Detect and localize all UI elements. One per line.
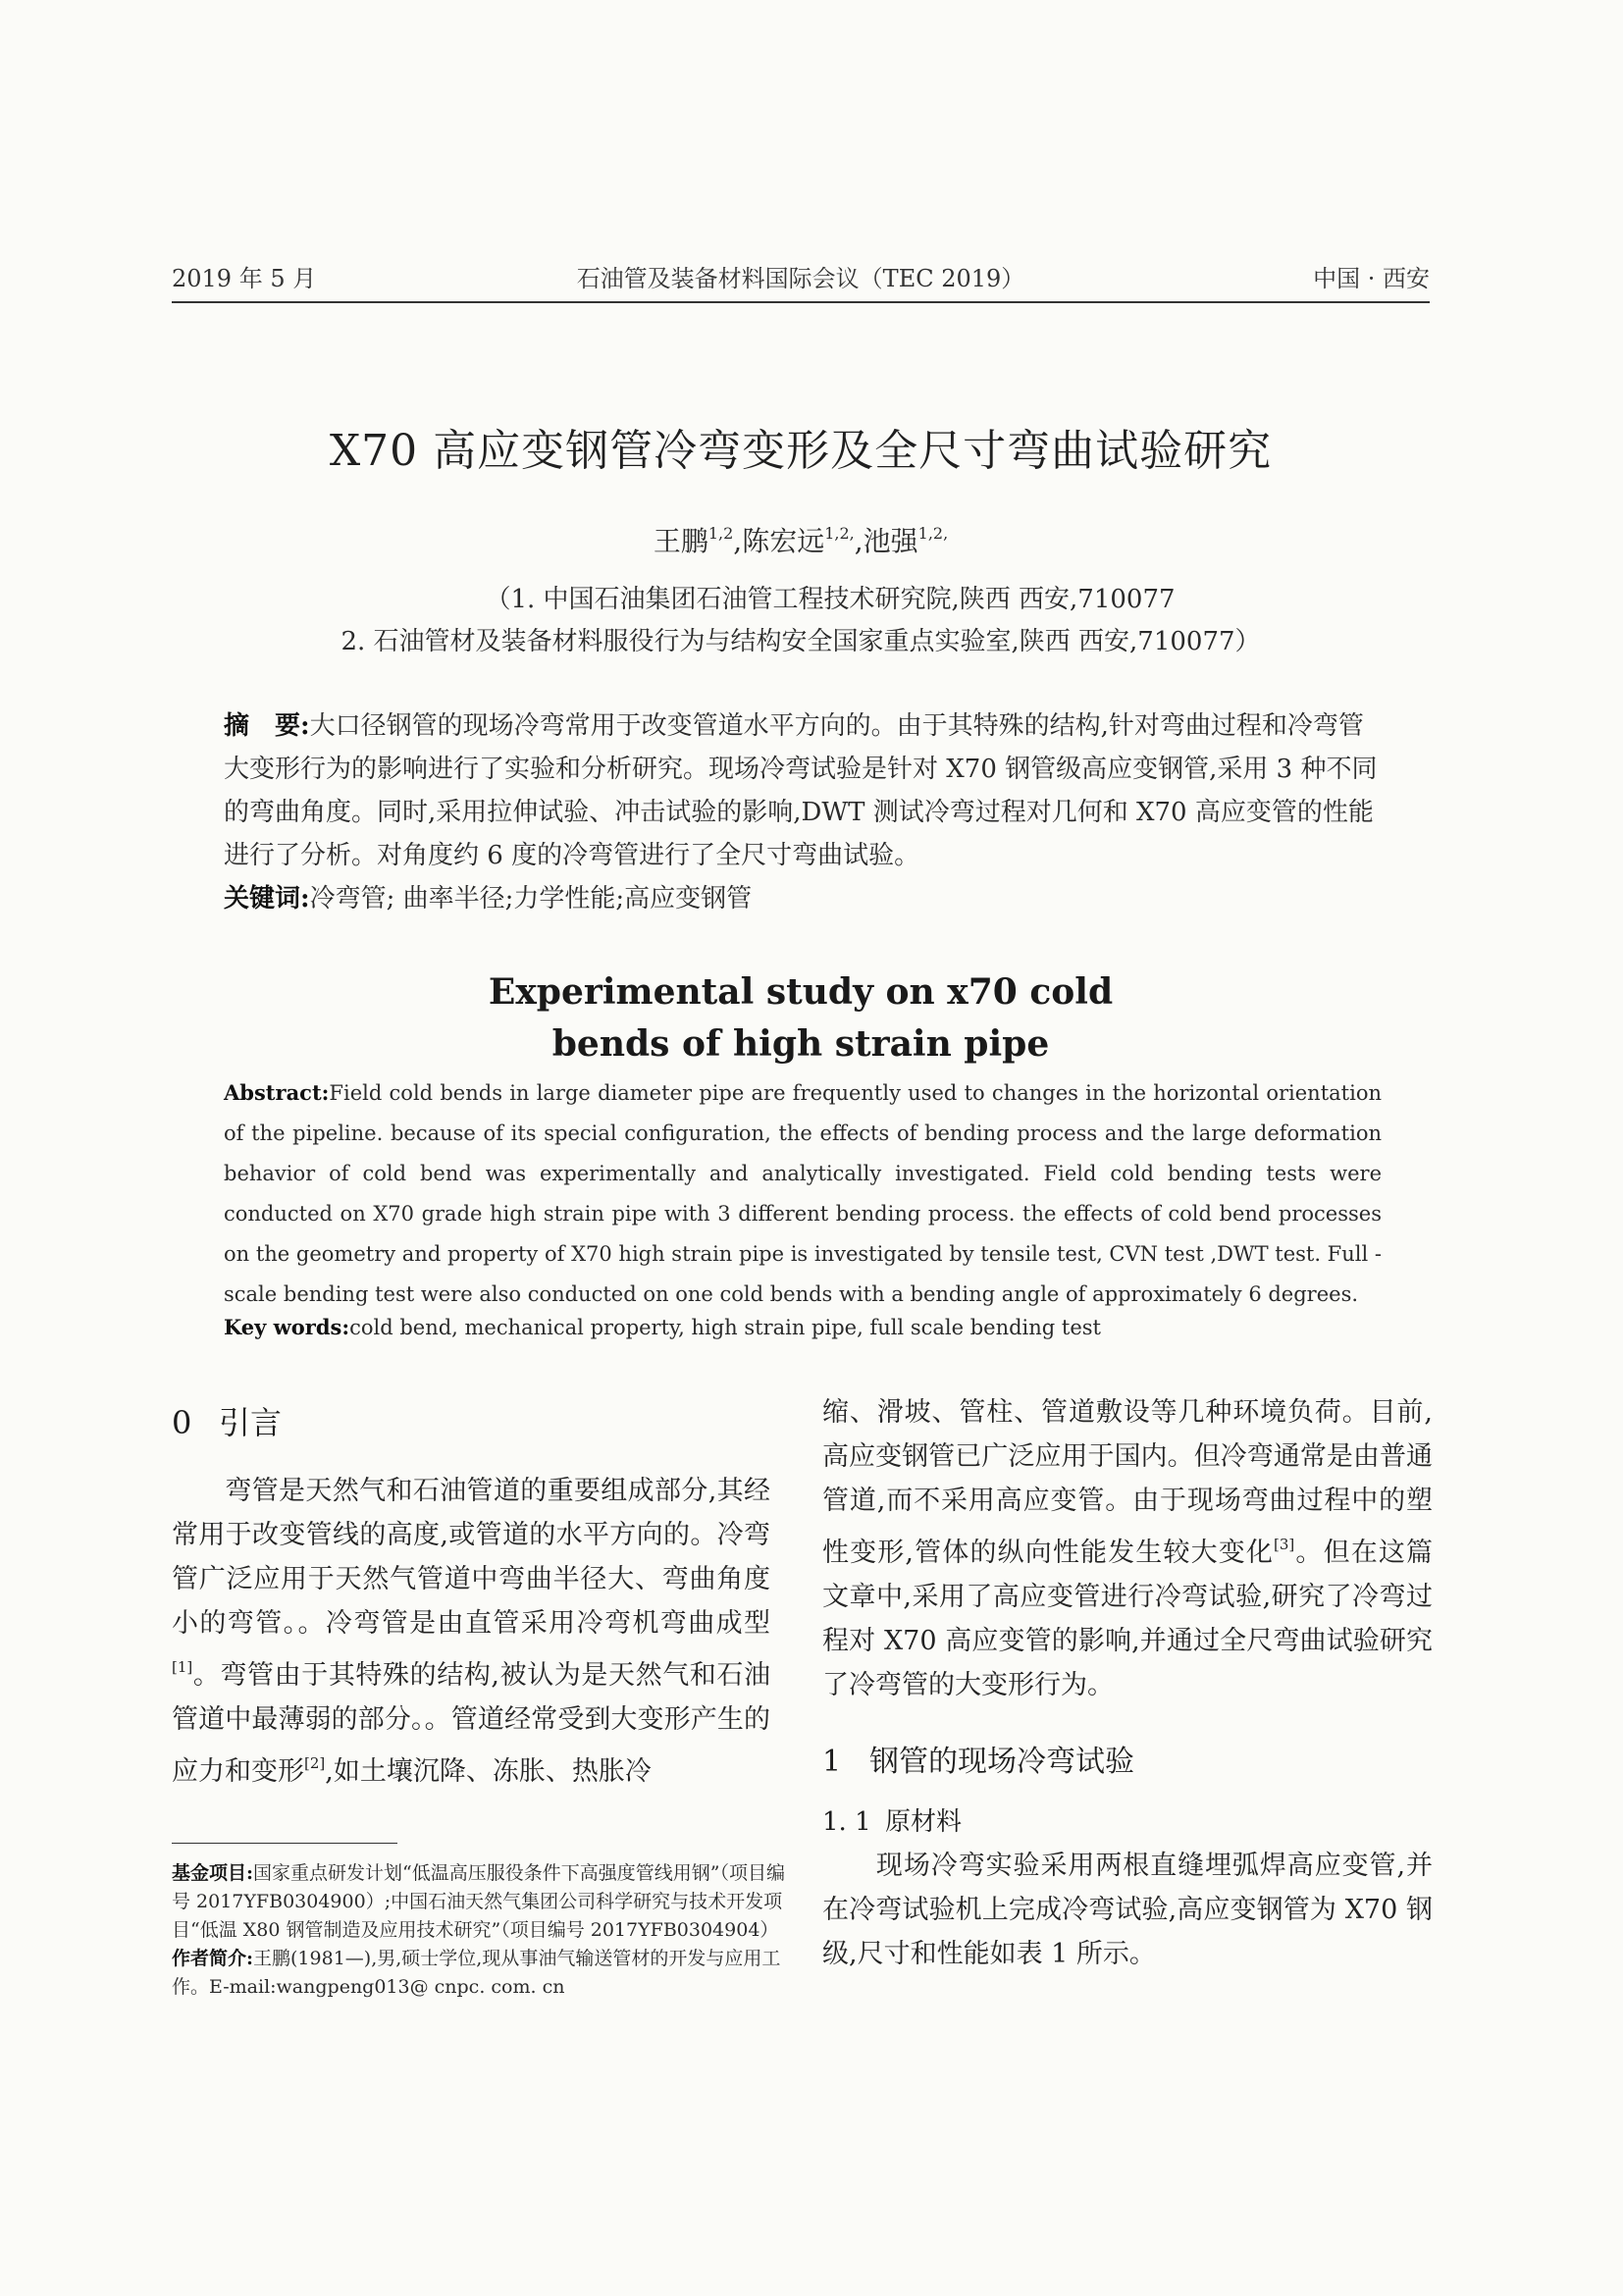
keywords-cn-label: 关键词: xyxy=(224,884,310,913)
abstract-cn xyxy=(224,704,1382,877)
paper-title-en-line1: Experimental study on x70 cold xyxy=(488,971,1114,1013)
footnote-divider xyxy=(172,1843,397,1844)
header-divider xyxy=(172,301,1430,303)
section-heading-introduction xyxy=(172,1398,770,1443)
affiliation-2: 2. 石油管材及装备材料服役行为与结构安全国家重点实验室,陕西 西安,710077） xyxy=(340,627,1261,656)
paragraph-text: 。弯管由于其特殊的结构,被认为是天然气和石油管道中最薄弱的部分。。管道经常受到大变形产生的应力和变形 xyxy=(172,1660,770,1787)
paragraph-text: 缩、滑坡、管柱、管道敷设等几种环境负荷。目前,高应变钢管已广泛应用于国内。但冷弯通常是由普通管道,而不采用高应变管。由于现场弯曲过程中的塑性变形,管体的纵向性能发生较大变化 xyxy=(822,1397,1433,1568)
author-affil-mark: 1,2 xyxy=(707,524,734,543)
funding-note xyxy=(172,1859,785,1945)
author-affil-mark: 1,2, xyxy=(824,524,855,543)
citation-ref: [2] xyxy=(304,1754,326,1772)
paper-title-en-line2: bends of high strain pipe xyxy=(551,1023,1050,1065)
section-number: 1 xyxy=(822,1745,842,1779)
paragraph-text: ,如土壤沉降、冻胀、热胀冷 xyxy=(325,1756,652,1787)
author-list xyxy=(172,520,1430,559)
citation-ref: [3] xyxy=(1274,1536,1295,1553)
author-bio-text: 王鹏(1981—),男,硕士学位,现从事油气输送管材的开发与应用工作。E-mail:wangpeng013@ cnpc. com. cn xyxy=(172,1948,781,1998)
abstract-cn-label: 摘 要: xyxy=(224,711,310,741)
abstract-en xyxy=(224,1072,1382,1315)
keywords-en-text: cold bend, mechanical property, high strain pipe, full scale bending test xyxy=(349,1316,1101,1339)
author-name: 王鹏 xyxy=(653,525,708,557)
paragraph-text: 。但在这篇文章中,采用了高应变管进行冷弯试验,研究了冷弯过程对 X70 高应变管的影响,并通过全尺弯曲试验研究了冷弯管的大变形行为。 xyxy=(822,1538,1433,1700)
author-bio-label: 作者简介: xyxy=(172,1948,254,1969)
running-header xyxy=(172,259,1430,294)
author-affil-mark: 1,2, xyxy=(917,524,949,543)
funding-label: 基金项目: xyxy=(172,1862,254,1884)
keywords-cn-text: 冷弯管; 曲率半径;力学性能;高应变钢管 xyxy=(309,884,753,913)
section-title: 引言 xyxy=(219,1404,283,1441)
subsection-heading-1-1 xyxy=(822,1801,1433,1838)
header-conference: 石油管及装备材料国际会议（TEC 2019） xyxy=(576,265,1025,292)
body-column-right xyxy=(822,1390,1433,1976)
citation-ref: [1] xyxy=(172,1658,193,1676)
affiliation-1: （1. 中国石油集团石油管工程技术研究院,陕西 西安,710077 xyxy=(485,585,1176,614)
keywords-en xyxy=(224,1315,1382,1339)
header-date: 2019 年 5 月 xyxy=(172,265,317,292)
introduction-paragraph xyxy=(172,1469,770,1794)
abstract-en-text: Field cold bends in large diameter pipe are frequently used to changes in the horizontal orientation of the pipeline. because of its special configuration, the effects of bending process and the large deformation behavior of cold bend was experimentally and analytically investigated. Field cold bending tests were conducted on X70 grade high strain pipe with 3 different bending process. the effects of cold bend processes on the geometry and property of X70 high strain pipe is investigated by tensile test, CVN test ,DWT test. Full - scale bending test were also conducted on one cold bends with a bending angle of approximately 6 degrees. xyxy=(224,1081,1382,1306)
body-column-left xyxy=(172,1398,770,1794)
keywords-cn xyxy=(224,878,1382,914)
subsection-number: 1. 1 xyxy=(822,1807,871,1837)
paper-title-en xyxy=(172,966,1430,1070)
author-name: ,池强 xyxy=(854,525,918,557)
header-place: 中国 · 西安 xyxy=(1313,265,1430,292)
abstract-en-label: Abstract: xyxy=(224,1080,330,1105)
footnote xyxy=(172,1859,785,2002)
paragraph-text: 弯管是天然气和石油管道的重要组成部分,其经常用于改变管线的高度,或管道的水平方向的。冷弯管广泛应用于天然气管道中弯曲半径大、弯曲角度小的弯管。。冷弯管是由直管采用冷弯机弯曲成型 xyxy=(172,1476,770,1639)
section-number: 0 xyxy=(172,1404,192,1441)
funding-text: 国家重点研发计划“低温高压服役条件下高强度管线用钢”（项目编号 2017YFB0304900）;中国石油天然气集团公司科学研究与技术开发项目“低温 X80 钢管制造及应用技术研究”（项目编号 2017YFB0304904） xyxy=(172,1862,785,1941)
author-bio-note xyxy=(172,1945,785,2002)
paragraph-text: 现场冷弯实验采用两根直缝埋弧焊高应变管,并在冷弯试验机上完成冷弯试验,高应变钢管为 X70 钢级,尺寸和性能如表 1 所示。 xyxy=(822,1851,1433,1969)
keywords-en-label: Key words: xyxy=(224,1315,350,1339)
materials-paragraph xyxy=(822,1844,1433,1976)
subsection-title: 原材料 xyxy=(885,1807,963,1837)
section-heading-1 xyxy=(822,1737,1433,1780)
introduction-paragraph-cont xyxy=(822,1390,1433,1707)
paper-title-cn: X70 高应变钢管冷弯变形及全尺寸弯曲试验研究 xyxy=(329,426,1273,476)
author-name: ,陈宏远 xyxy=(733,525,825,557)
abstract-cn-text: 大口径钢管的现场冷弯常用于改变管道水平方向的。由于其特殊的结构,针对弯曲过程和冷弯管大变形行为的影响进行了实验和分析研究。现场冷弯试验是针对 X70 钢管级高应变钢管,采用 3 种不同的弯曲角度。同时,采用拉伸试验、冲击试验的影响,DWT 测试冷弯过程对几何和 X70 高应变管的性能进行了分析。对角度约 6 度的冷弯管进行了全尺寸弯曲试验。 xyxy=(224,711,1378,870)
section-title: 钢管的现场冷弯试验 xyxy=(869,1745,1134,1779)
